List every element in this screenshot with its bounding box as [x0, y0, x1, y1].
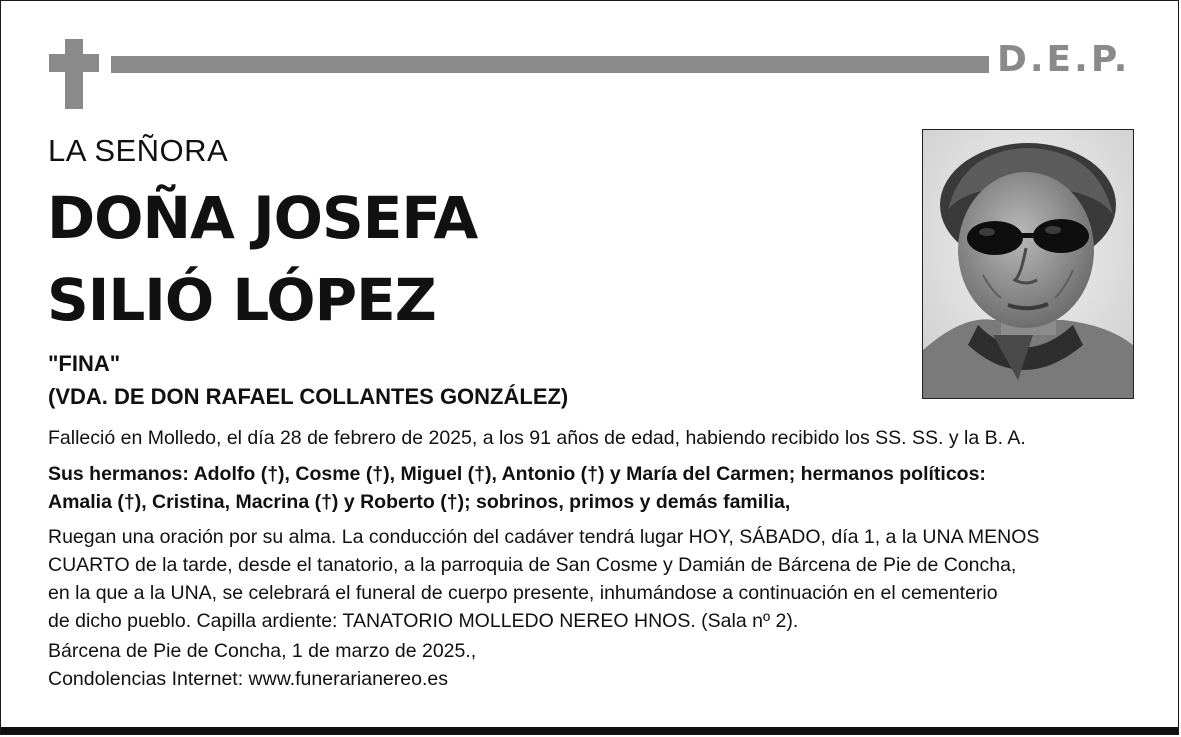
service-line: CUARTO de la tarde, desde el tanatorio, a la parroquia de San Cosme y Damián de Bárcena de Pie de Concha,: [48, 554, 1017, 576]
intro-label: LA SEÑORA: [48, 133, 229, 168]
service-details: [48, 523, 1158, 635]
dep-label: D.E.P.: [997, 39, 1131, 80]
family-line: Sus hermanos: Adolfo (†), Cosme (†), Miguel (†), Antonio (†) y María del Carmen; hermanos políticos:: [48, 463, 986, 485]
service-line: Ruegan una oración por su alma. La conducción del cadáver tendrá lugar HOY, SÁBADO, día 1, a la UNA MENOS: [48, 526, 1040, 548]
cross-icon: [65, 39, 83, 109]
family-list: [48, 460, 1148, 516]
condolences-link: Condolencias Internet: www.funerarianereo.es: [48, 668, 448, 690]
portrait-photo: [922, 129, 1134, 399]
bottom-border: [1, 727, 1178, 734]
death-notice: [48, 424, 1158, 452]
cross-icon-bar: [49, 54, 99, 72]
service-line: de dicho pueblo. Capilla ardiente: TANATORIO MOLLEDO NEREO HNOS. (Sala nº 2).: [48, 610, 799, 632]
portrait-illustration: [923, 130, 1133, 398]
deceased-name-line2: SILIÓ LÓPEZ: [47, 266, 436, 334]
place-date: Bárcena de Pie de Concha, 1 de marzo de 2025.,: [48, 640, 477, 662]
widow-of: (VDA. DE DON RAFAEL COLLANTES GONZÁLEZ): [48, 384, 569, 409]
deceased-name-line1: DOÑA JOSEFA: [47, 184, 478, 252]
closing: [48, 637, 748, 693]
service-line: en la que a la UNA, se celebrará el funeral de cuerpo presente, inhumándose a continuación en el cementerio: [48, 582, 998, 604]
header-rule: [111, 56, 989, 73]
family-line: Amalia (†), Cristina, Macrina (†) y Roberto (†); sobrinos, primos y demás familia,: [48, 491, 791, 513]
death-notice-text: Falleció en Molledo, el día 28 de febrero de 2025, a los 91 años de edad, habiendo recibido los SS. SS. y la B. A.: [48, 427, 1026, 449]
nickname: "FINA": [48, 351, 121, 376]
